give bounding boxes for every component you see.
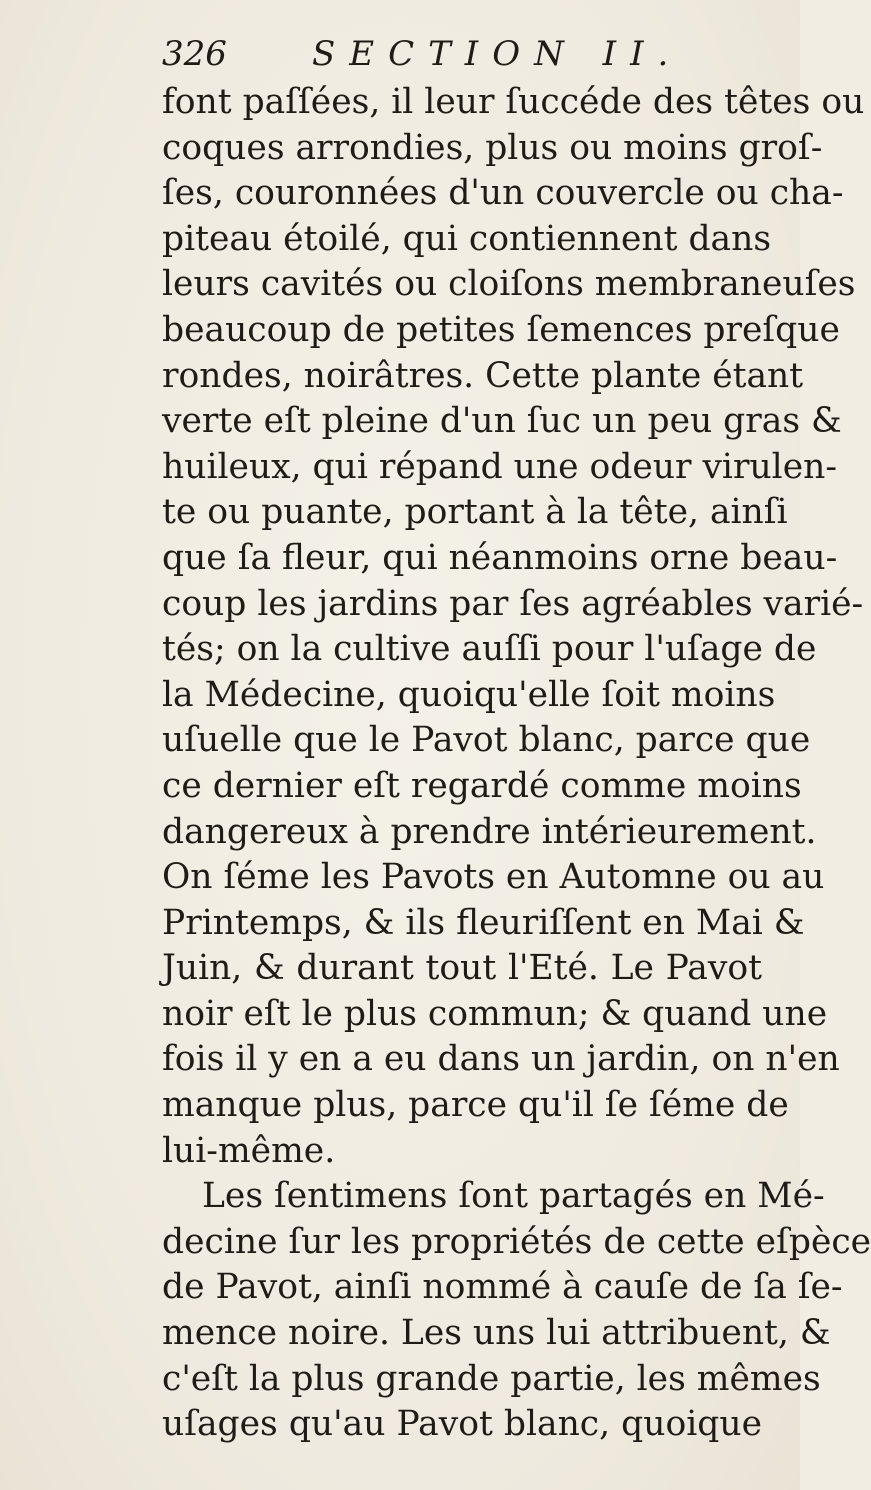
text-line: mence noire. Les uns lui attribuent, & xyxy=(162,1313,831,1354)
text-line: huileux, qui répand une odeur virulen- xyxy=(162,446,838,487)
text-line: Juin, & durant tout l'Eté. Le Pavot xyxy=(162,948,762,989)
text-line: te ou puante, portant à la tête, ainſi xyxy=(162,492,788,533)
text-line: dangereux à prendre intérieurement. xyxy=(162,811,817,852)
text-line: que ſa fleur, qui néanmoins orne beau- xyxy=(162,537,838,578)
text-line: coup les jardins par ſes agréables varié- xyxy=(162,583,864,624)
text-line: de Pavot, ainſi nommé à cauſe de ſa ſe- xyxy=(162,1267,843,1308)
text-line: ce dernier eſt regardé comme moins xyxy=(162,765,802,806)
page-number: 326 xyxy=(162,34,227,74)
text-line: Printemps, & ils fleuriſſent en Mai & xyxy=(162,902,805,943)
text-line: lui-même. xyxy=(162,1130,336,1171)
text-line: verte eſt pleine d'un ſuc un peu gras & xyxy=(162,401,842,442)
text-line: decine ſur les propriétés de cette eſpèce xyxy=(162,1221,871,1262)
text-line: coques arrondies, plus ou moins groſ- xyxy=(162,127,823,168)
text-line: rondes, noirâtres. Cette plante étant xyxy=(162,355,804,396)
text-line: leurs cavités ou cloiſons membraneuſes xyxy=(162,264,856,305)
text-line: manque plus, parce qu'il ſe ſéme de xyxy=(162,1085,789,1126)
text-line: c'eſt la plus grande partie, les mêmes xyxy=(162,1358,821,1399)
text-line: ſes, couronnées d'un couvercle ou cha- xyxy=(162,173,844,214)
text-line: beaucoup de petites ſemences preſque xyxy=(162,309,840,350)
text-line: Les ſentimens ſont partagés en Mé- xyxy=(202,1176,825,1217)
text-line: piteau étoilé, qui contiennent dans xyxy=(162,218,772,259)
text-line: On ſéme les Pavots en Automne ou au xyxy=(162,857,825,898)
text-line: la Médecine, quoiqu'elle ſoit moins xyxy=(162,674,776,715)
running-head: SECTION II. xyxy=(312,34,683,74)
text-line: font paſſées, il leur ſuccéde des têtes ou xyxy=(162,82,865,122)
text-line: tés; on la cultive auſſi pour l'uſage de xyxy=(162,629,817,670)
text-line: fois il y en a eu dans un jardin, on n'en xyxy=(162,1039,840,1080)
page-header xyxy=(162,34,722,86)
text-line: noir eſt le plus commun; & quand une xyxy=(162,993,828,1034)
text-line: uſuelle que le Pavot blanc, parce que xyxy=(162,720,811,761)
body-text xyxy=(162,80,871,1448)
text-line: uſages qu'au Pavot blanc, quoique xyxy=(162,1404,762,1445)
